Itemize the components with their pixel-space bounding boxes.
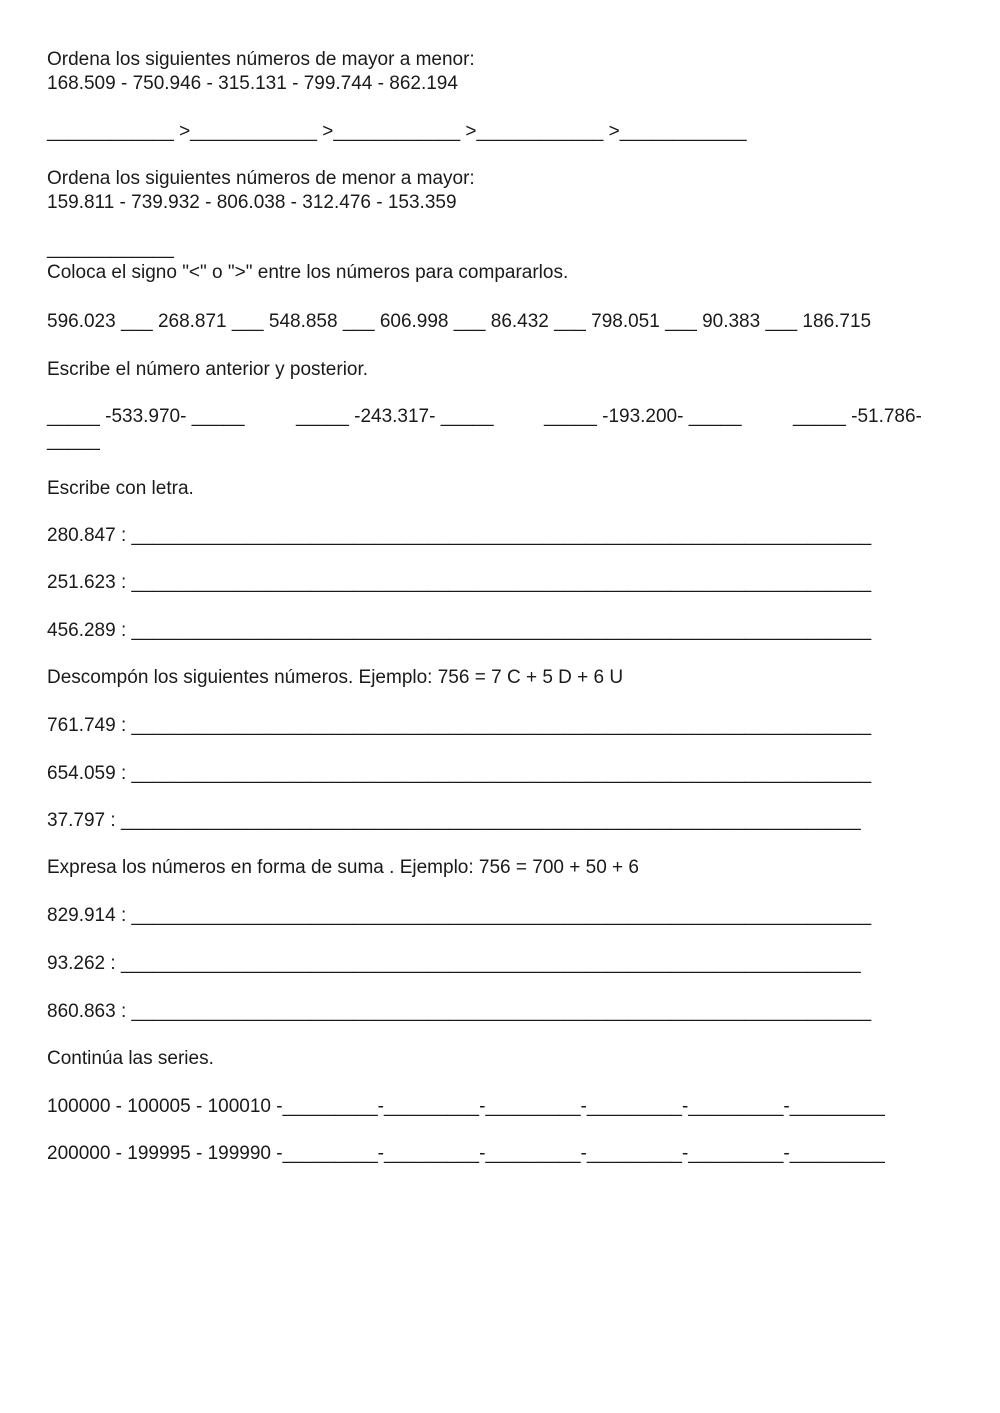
- neighbors-wrap-blank[interactable]: _____: [47, 430, 100, 451]
- neighbors-item[interactable]: _____ -533.970- _____: [47, 406, 245, 427]
- series-line[interactable]: 200000 - 199995 - 199990 -_________-_________-_________-_________-_________-_________: [47, 1143, 885, 1164]
- order-desc-instruction: Ordena los siguientes números de mayor a menor:: [47, 49, 475, 70]
- order-asc-numbers: 159.811 - 739.932 - 806.038 - 312.476 - 153.359: [47, 192, 457, 213]
- decompose-line[interactable]: 37.797 : ______________________________________________________________________: [47, 810, 861, 831]
- neighbors-item[interactable]: _____ -193.200- _____: [544, 406, 742, 427]
- sum-form-line[interactable]: 829.914 : ______________________________________________________________________: [47, 905, 872, 926]
- words-instruction: Escribe con letra.: [47, 478, 194, 499]
- sum-form-line[interactable]: 860.863 : ______________________________________________________________________: [47, 1001, 872, 1022]
- decompose-line[interactable]: 761.749 : ______________________________________________________________________: [47, 715, 872, 736]
- order-desc-numbers: 168.509 - 750.946 - 315.131 - 799.744 - 862.194: [47, 73, 458, 94]
- compare-line[interactable]: 596.023 ___ 268.871 ___ 548.858 ___ 606.998 ___ 86.432 ___ 798.051 ___ 90.383 ___ 186.715: [47, 311, 872, 332]
- neighbors-item[interactable]: _____ -243.317- _____: [296, 406, 494, 427]
- words-line[interactable]: 251.623 : ______________________________________________________________________: [47, 572, 872, 593]
- order-asc-answer-line[interactable]: ____________: [47, 238, 174, 259]
- words-line[interactable]: 456.289 : ______________________________________________________________________: [47, 620, 872, 641]
- sum-form-instruction: Expresa los números en forma de suma . Ejemplo: 756 = 700 + 50 + 6: [47, 857, 639, 878]
- neighbors-item[interactable]: _____ -51.786-: [793, 406, 922, 427]
- decompose-instruction: Descompón los siguientes números. Ejemplo: 756 = 7 C + 5 D + 6 U: [47, 667, 624, 688]
- neighbors-instruction: Escribe el número anterior y posterior.: [47, 359, 369, 380]
- order-asc-instruction: Ordena los siguientes números de menor a mayor:: [47, 168, 475, 189]
- sum-form-line[interactable]: 93.262 : ______________________________________________________________________: [47, 953, 861, 974]
- series-line[interactable]: 100000 - 100005 - 100010 -_________-_________-_________-_________-_________-_________: [47, 1096, 885, 1117]
- series-instruction: Continúa las series.: [47, 1048, 214, 1069]
- order-desc-answer-line[interactable]: ____________ >____________ >____________ >____________ >____________: [47, 121, 747, 142]
- compare-instruction: Coloca el signo "<" o ">" entre los números para compararlos.: [47, 262, 569, 283]
- words-line[interactable]: 280.847 : ______________________________________________________________________: [47, 525, 872, 546]
- decompose-line[interactable]: 654.059 : ______________________________________________________________________: [47, 763, 872, 784]
